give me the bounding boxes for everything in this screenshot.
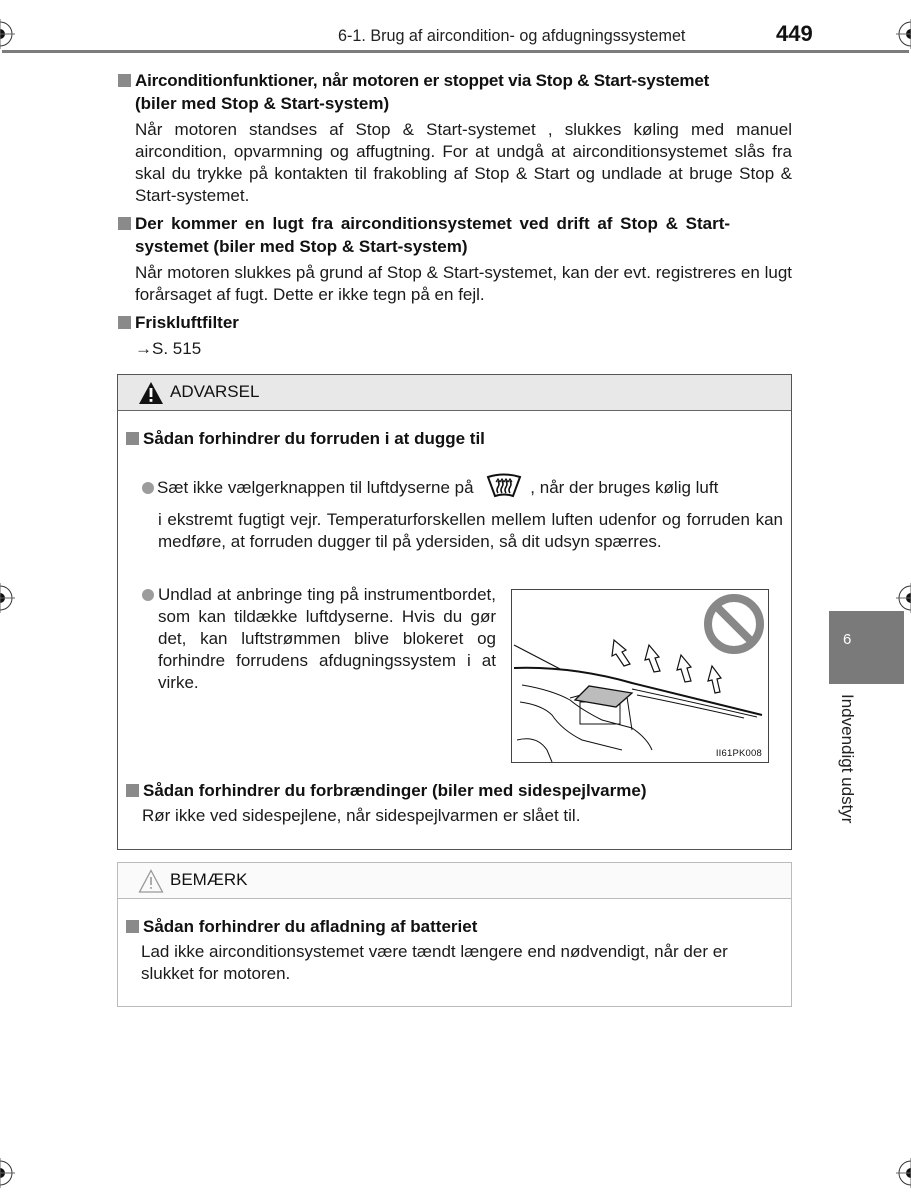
section-heading [116, 212, 792, 258]
subheading-text: Sådan forhindrer du afladning af batteriet [143, 917, 478, 936]
note-subheading [124, 915, 477, 938]
section-square-icon [126, 784, 139, 797]
section-body: Når motoren standses af Stop & Start-systemet , slukkes køling med manuel aircondition, opvarmning og affugtning. For at undgå at airconditionsystemet slås fra skal du trykke på kontakten til frakobling af Stop & Start og undlade at bruge Stop & Start-systemet. [135, 120, 792, 205]
subheading-text: Sådan forhindrer du forruden i at dugge til [143, 429, 485, 448]
warning-label: ADVARSEL [170, 382, 260, 401]
registration-mark-icon [896, 19, 911, 49]
chapter-title: 6-1. Brug af aircondition- og afdugningssystemet [338, 26, 686, 45]
heading-line: Airconditionfunktioner, når motoren er stoppet via Stop & Start-systemet [135, 71, 710, 90]
page-reference-link[interactable]: →S. 515 [135, 339, 202, 358]
subheading-text: Sådan forhindrer du forbrændinger (biler med sidespejlvarme) [143, 781, 647, 800]
bullet-dot-icon [142, 482, 154, 494]
caution-triangle-outline-icon [138, 869, 164, 893]
page-number: 449 [776, 21, 813, 46]
bullet-continuation: i ekstremt fugtigt vejr. Temperaturforskellen mellem luften udenfor og forruden kan medføre, at forruden dugger til på ydersiden, så dit udsyn spærres. [158, 510, 783, 551]
heading-line: Der kommer en lugt fra airconditionsystemet ved drift af Stop & Start- [135, 214, 731, 233]
note-box-header [118, 863, 791, 899]
dashboard-illustration [511, 589, 769, 763]
bullet-text: Undlad at anbringe ting på instrumentbordet, som kan tildække luftdyserne. Hvis du gør det, kan luftstrømmen blive blokeret og forhindre forrudens afdugningssystem i at virke. [158, 585, 496, 692]
bullet-item [142, 473, 718, 499]
bullet-dot-icon [142, 589, 154, 601]
heading-line: Friskluftfilter [135, 313, 239, 332]
section-square-icon [126, 920, 139, 933]
heading-line: (biler med Stop & Start-system) [135, 94, 390, 113]
warning-subheading [124, 779, 646, 802]
figure-code: II61PK008 [715, 748, 762, 759]
chapter-tab-number: 6 [843, 631, 852, 648]
note-body: Lad ikke airconditionsystemet være tændt længere end nødvendigt, når der er slukket for motoren. [141, 942, 728, 983]
section-air-filter [116, 311, 792, 360]
warning-subheading [124, 427, 485, 450]
windshield-defogger-icon [486, 473, 522, 499]
registration-mark-icon [0, 583, 15, 613]
bullet-item [142, 584, 496, 694]
section-square-icon [118, 74, 131, 87]
bullet-text: Sæt ikke vælgerknappen til luftdyserne på [157, 478, 474, 497]
warning-triangle-filled-icon [138, 381, 164, 405]
registration-mark-icon [896, 583, 911, 613]
chapter-tab-label: Indvendigt udstyr [838, 694, 857, 824]
note-label: BEMÆRK [170, 870, 248, 889]
section-heading [116, 311, 792, 334]
chapter-tab[interactable] [829, 611, 904, 684]
section-square-icon [118, 217, 131, 230]
section-ac-stop-start [116, 69, 792, 207]
warning-box-header [118, 375, 791, 411]
prohibition-icon [708, 598, 760, 650]
section-odor [116, 212, 792, 306]
section-square-icon [118, 316, 131, 329]
registration-mark-icon [896, 1158, 911, 1188]
registration-mark-icon [0, 19, 15, 49]
heading-line: systemet (biler med Stop & Start-system) [135, 237, 468, 256]
note-box [117, 862, 792, 1007]
section-heading [116, 69, 792, 115]
warning-body: Rør ikke ved sidespejlene, når sidespejlvarmen er slået til. [142, 806, 581, 825]
registration-mark-icon [0, 1158, 15, 1188]
section-body: Når motoren slukkes på grund af Stop & Start-systemet, kan der evt. registreres en lugt forårsaget af fugt. Dette er ikke tegn på en fejl. [135, 263, 792, 304]
section-square-icon [126, 432, 139, 445]
dashboard-drawing [512, 590, 768, 762]
bullet-text: , når der bruges kølig luft [530, 478, 719, 497]
header-rule [2, 50, 909, 53]
airflow-arrows-icon [612, 640, 721, 693]
